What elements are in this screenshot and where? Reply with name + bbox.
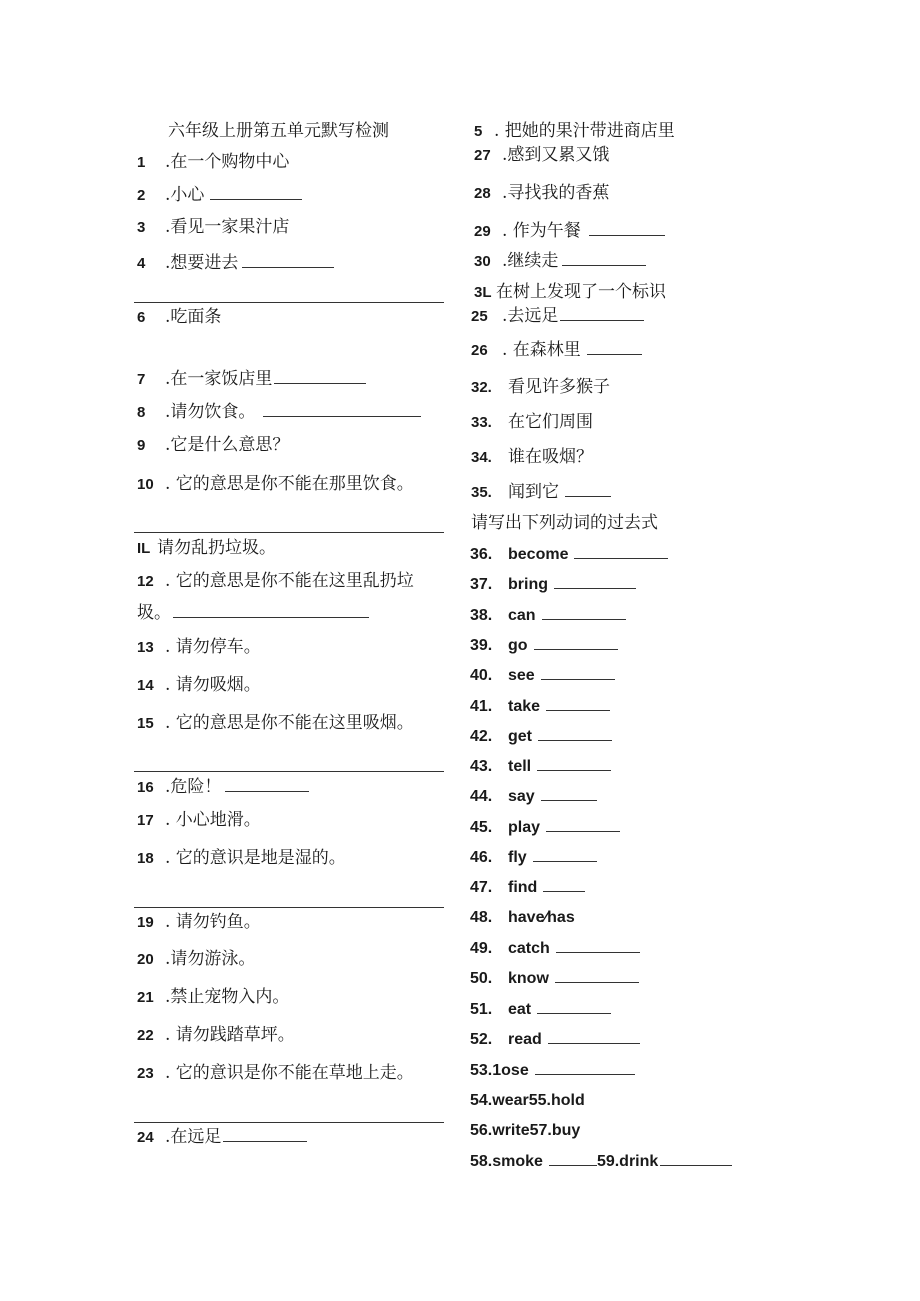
question-7 xyxy=(137,369,366,390)
question-number: 24 xyxy=(137,1129,154,1146)
verb-row xyxy=(470,756,611,777)
question-text: . 请勿吸烟。 xyxy=(165,675,261,695)
verb-number: 50. xyxy=(470,970,493,988)
question-text: 在它们周围 xyxy=(508,412,593,432)
answer-line[interactable] xyxy=(134,1122,444,1123)
verb-word: know xyxy=(508,970,549,988)
question-text: . 作为午餐 xyxy=(502,221,581,241)
answer-line[interactable] xyxy=(134,532,444,533)
question-number: 26 xyxy=(471,342,488,359)
verb-row xyxy=(470,726,612,747)
answer-blank[interactable] xyxy=(242,253,334,268)
verb-word: read xyxy=(508,1030,542,1048)
answer-blank[interactable] xyxy=(537,999,611,1014)
question-number: 35. xyxy=(471,484,492,501)
question-15 xyxy=(137,713,414,734)
question-text: 在树上发现了一个标识 xyxy=(496,282,666,302)
question-text: .感到又累又饿 xyxy=(502,145,610,165)
verb-row xyxy=(470,817,620,838)
answer-blank[interactable] xyxy=(541,786,597,801)
verb-row xyxy=(470,544,668,565)
question-number: 22 xyxy=(137,1027,154,1044)
question-26 xyxy=(471,340,642,361)
verb-56-57: 56.write57.buy xyxy=(470,1122,581,1139)
question-13 xyxy=(137,637,261,658)
question-number: 18 xyxy=(137,850,154,867)
answer-line[interactable] xyxy=(134,907,444,908)
question-number: 15 xyxy=(137,715,154,732)
question-21 xyxy=(137,987,289,1008)
question-text: .吃面条 xyxy=(165,307,222,327)
question-text: . 它的意思是你不能在这里吸烟。 xyxy=(165,713,414,733)
verb-number: 36. xyxy=(470,546,493,563)
verb-word: play xyxy=(508,818,541,836)
question-number: 19 xyxy=(137,914,154,931)
question-number: 12 xyxy=(137,573,154,590)
question-text: . 请勿践踏草坪。 xyxy=(165,1025,295,1045)
question-20 xyxy=(137,949,255,970)
question-text: .看见一家果汁店 xyxy=(165,217,290,237)
question-text: . 请勿停车。 xyxy=(165,637,261,657)
question-text: .请勿游泳。 xyxy=(165,949,256,969)
question-number: 13 xyxy=(137,639,154,656)
question-34 xyxy=(471,447,593,468)
question-number: 1 xyxy=(137,154,146,171)
question-text: .小心 xyxy=(165,185,205,205)
question-number: 6 xyxy=(137,309,146,326)
question-number: 27 xyxy=(474,147,491,164)
answer-blank[interactable] xyxy=(538,726,612,741)
verb-number: 41. xyxy=(470,697,493,715)
question-12-cont xyxy=(137,603,369,623)
answer-line[interactable] xyxy=(134,302,444,303)
question-number: 2 xyxy=(137,187,146,204)
question-number: 10 xyxy=(137,476,154,493)
question-32 xyxy=(471,377,610,398)
question-text: .请勿饮食。 xyxy=(165,402,256,422)
verb-row xyxy=(470,877,585,898)
verb-word: can xyxy=(508,606,536,624)
verb-word: catch xyxy=(508,939,550,957)
question-number: 30 xyxy=(474,253,491,270)
verb-number: 49. xyxy=(470,939,493,957)
verb-word: eat xyxy=(508,1000,532,1018)
section-heading: 请写出下列动词的过去式 xyxy=(471,513,658,533)
question-text: .去远足 xyxy=(502,306,559,326)
question-25 xyxy=(471,306,644,327)
answer-blank[interactable] xyxy=(546,817,620,832)
verb-row xyxy=(470,574,636,595)
question-number: 34. xyxy=(471,449,492,466)
question-5 xyxy=(474,121,675,142)
verb-row xyxy=(470,847,597,868)
verb-word: fly xyxy=(508,849,527,866)
question-text: .危险！ xyxy=(165,777,222,797)
question-number: 14 xyxy=(137,677,154,694)
verb-54-55: 54.wear55.hold xyxy=(470,1092,585,1109)
verb-row xyxy=(470,786,597,807)
verb-number: 37. xyxy=(470,576,493,594)
question-6 xyxy=(137,307,221,328)
question-text: . 它的意思是你不能在这里乱扔垃 xyxy=(165,571,414,591)
verb-number: 40. xyxy=(470,667,493,685)
verb-word: 59.drink xyxy=(596,1153,659,1170)
verb-number: 39. xyxy=(470,636,493,654)
answer-blank[interactable] xyxy=(541,665,615,680)
verb-row xyxy=(470,696,610,717)
question-text: . 它的意识是地是湿的。 xyxy=(165,848,346,868)
question-16 xyxy=(137,777,309,798)
question-24 xyxy=(137,1127,307,1148)
answer-blank[interactable] xyxy=(537,756,611,771)
answer-blank[interactable] xyxy=(173,603,369,618)
question-text: .继续走 xyxy=(502,251,559,271)
question-number: 5 xyxy=(474,123,483,140)
question-number: 8 xyxy=(137,404,146,421)
question-number: 4 xyxy=(137,255,146,272)
question-text: . 把她的果汁带进商店里 xyxy=(494,121,675,141)
verb-row xyxy=(470,999,611,1020)
answer-blank[interactable] xyxy=(543,877,585,892)
answer-blank[interactable] xyxy=(535,1060,635,1075)
answer-blank[interactable] xyxy=(549,1151,597,1166)
question-11 xyxy=(137,538,276,559)
verb-word: have∕has xyxy=(508,908,575,926)
question-number: 16 xyxy=(137,779,154,796)
verb-word: see xyxy=(508,667,535,685)
answer-blank[interactable] xyxy=(660,1151,732,1166)
question-23 xyxy=(137,1063,414,1084)
question-text: .想要进去 xyxy=(165,253,239,273)
question-17 xyxy=(137,810,261,831)
verb-number: 42. xyxy=(470,727,493,745)
question-text: .在一个购物中心 xyxy=(165,152,290,172)
verb-number: 38. xyxy=(470,606,493,624)
question-number: 7 xyxy=(137,371,146,388)
page-title: 六年级上册第五单元默写检测 xyxy=(168,121,389,141)
answer-blank[interactable] xyxy=(533,847,597,862)
verb-row xyxy=(470,938,640,959)
question-text: 闻到它 xyxy=(508,482,559,502)
question-33 xyxy=(471,412,593,433)
answer-blank[interactable] xyxy=(546,696,610,711)
verb-row xyxy=(470,1029,640,1050)
verb-word: say xyxy=(508,788,535,806)
verb-word: take xyxy=(508,697,541,715)
question-1 xyxy=(137,152,289,173)
question-number: 33. xyxy=(471,414,492,431)
question-3 xyxy=(137,217,289,238)
question-text: 圾。 xyxy=(137,603,171,623)
question-number: 25 xyxy=(471,308,488,325)
answer-blank[interactable] xyxy=(574,544,668,559)
answer-blank[interactable] xyxy=(556,938,640,953)
verb-number: 43. xyxy=(470,758,493,776)
answer-blank[interactable] xyxy=(565,482,611,497)
answer-blank[interactable] xyxy=(560,306,644,321)
question-text: 看见许多猴子 xyxy=(508,377,610,397)
question-number: 17 xyxy=(137,812,154,829)
answer-blank[interactable] xyxy=(223,1127,307,1142)
question-9 xyxy=(137,435,289,456)
question-text: .在一家饭店里 xyxy=(165,369,273,389)
verb-number: 51. xyxy=(470,1000,493,1018)
answer-blank[interactable] xyxy=(589,221,665,236)
verb-53 xyxy=(470,1060,635,1081)
verb-number: 46. xyxy=(470,849,493,866)
answer-blank[interactable] xyxy=(263,402,421,417)
verb-word: bring xyxy=(508,576,548,594)
question-number: 32. xyxy=(471,379,492,396)
answer-blank[interactable] xyxy=(542,605,626,620)
answer-blank[interactable] xyxy=(225,777,309,792)
question-number: 9 xyxy=(137,437,146,454)
question-text: .在远足 xyxy=(165,1127,222,1147)
answer-blank[interactable] xyxy=(554,574,636,589)
verb-word: go xyxy=(508,636,528,654)
verb-word: find xyxy=(508,879,538,897)
question-18 xyxy=(137,848,346,869)
answer-blank[interactable] xyxy=(210,185,302,200)
question-text: . 小心地滑。 xyxy=(165,810,261,830)
question-text: . 它的意识是你不能在草地上走。 xyxy=(165,1063,414,1083)
verb-row xyxy=(470,635,618,656)
answer-blank[interactable] xyxy=(587,340,642,355)
question-text: .寻找我的香蕉 xyxy=(502,183,610,203)
question-text: . 在森林里 xyxy=(502,340,581,360)
question-27 xyxy=(474,145,609,166)
question-text: .它是什么意思？ xyxy=(165,435,290,455)
answer-blank[interactable] xyxy=(548,1029,640,1044)
question-number: 23 xyxy=(137,1065,154,1082)
question-4 xyxy=(137,253,334,274)
question-number: 28 xyxy=(474,185,491,202)
question-29 xyxy=(474,221,665,242)
verb-number: 45. xyxy=(470,818,493,836)
question-text: . 请勿钓鱼。 xyxy=(165,912,261,932)
question-19 xyxy=(137,912,261,933)
question-10 xyxy=(137,474,414,495)
question-30 xyxy=(474,251,646,272)
question-14 xyxy=(137,675,261,696)
question-text: 谁在吸烟？ xyxy=(508,447,593,467)
verb-58-59 xyxy=(470,1151,732,1172)
verb-word: become xyxy=(508,546,569,563)
verb-word: 53.1ose xyxy=(470,1062,529,1079)
answer-blank[interactable] xyxy=(534,635,618,650)
question-number: 29 xyxy=(474,223,491,240)
verb-row xyxy=(470,665,615,686)
verb-word: 58.smoke xyxy=(470,1153,543,1170)
verb-number: 52. xyxy=(470,1030,493,1048)
question-35 xyxy=(471,482,611,503)
question-28 xyxy=(474,183,609,204)
question-31 xyxy=(474,282,666,303)
verb-row xyxy=(470,968,639,989)
question-number: 20 xyxy=(137,951,154,968)
verb-word: get xyxy=(508,727,532,745)
question-text: 请勿乱扔垃圾。 xyxy=(157,538,276,558)
question-number: 3 xyxy=(137,219,146,236)
question-22 xyxy=(137,1025,295,1046)
question-text: . 它的意思是你不能在那里饮食。 xyxy=(165,474,414,494)
answer-blank[interactable] xyxy=(555,968,639,983)
verb-word: tell xyxy=(508,758,532,776)
question-number: 3L xyxy=(474,284,492,301)
question-12 xyxy=(137,571,414,592)
answer-blank[interactable] xyxy=(562,251,646,266)
verb-number: 47. xyxy=(470,879,493,897)
answer-blank[interactable] xyxy=(274,369,366,384)
answer-line[interactable] xyxy=(134,771,444,772)
verb-row xyxy=(470,908,575,928)
question-number: 21 xyxy=(137,989,154,1006)
verb-number: 48. xyxy=(470,908,493,926)
verb-row xyxy=(470,605,626,626)
question-8 xyxy=(137,402,421,423)
verb-number: 44. xyxy=(470,788,493,806)
question-text: .禁止宠物入内。 xyxy=(165,987,290,1007)
question-number: IL xyxy=(137,540,151,557)
question-2 xyxy=(137,185,302,206)
